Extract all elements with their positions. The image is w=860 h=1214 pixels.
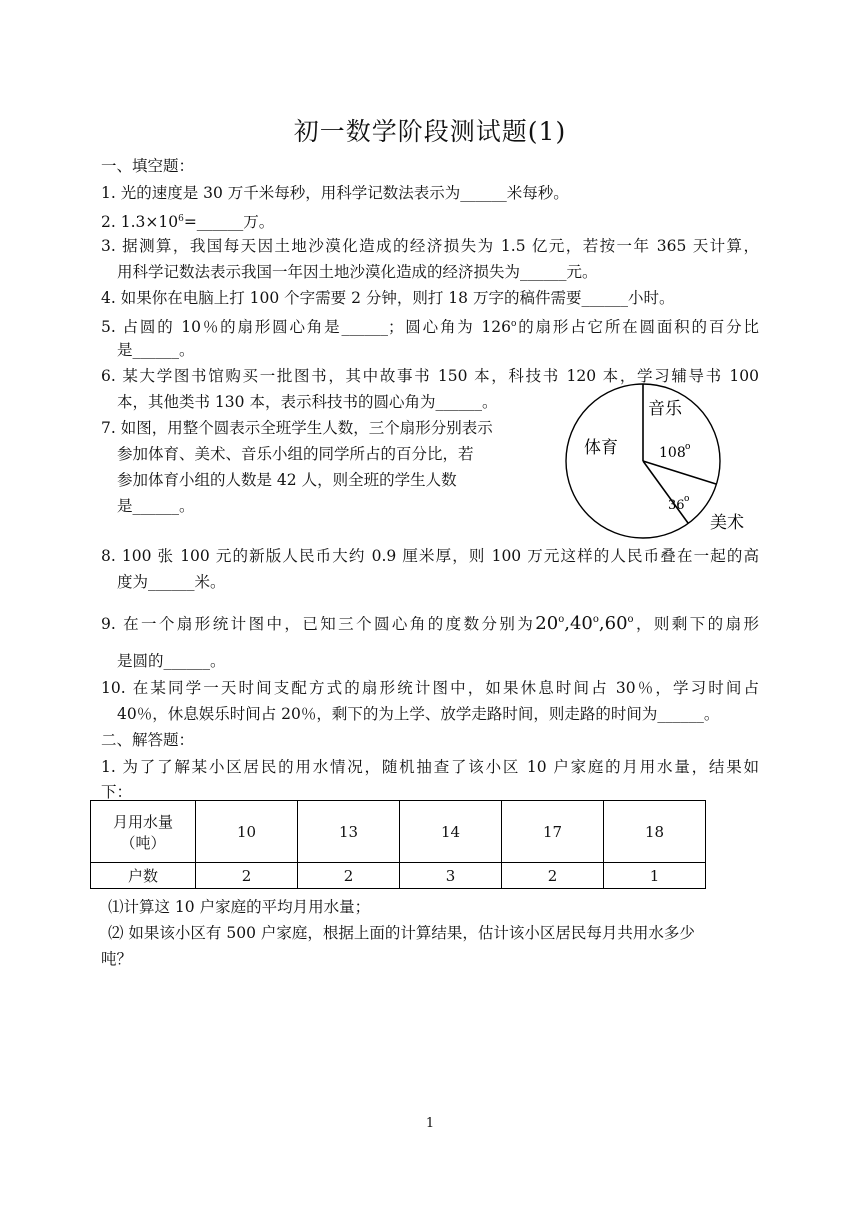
question-9-comma-1: , bbox=[564, 613, 570, 634]
question-9-line-2: 是圆的______。 bbox=[117, 652, 226, 670]
question-9-degree-2: o bbox=[592, 614, 599, 625]
table-cell: 17 bbox=[502, 801, 604, 863]
question-9-angle-2: 40 bbox=[569, 613, 593, 634]
table-cell: 18 bbox=[604, 801, 706, 863]
pie-divider-bottom bbox=[643, 461, 688, 523]
pie-angle-art: 36 bbox=[668, 498, 685, 513]
question-9-angle-1: 20 bbox=[535, 613, 559, 634]
sub-question-1: ⑴计算这 10 户家庭的平均月用水量； bbox=[108, 898, 371, 916]
table-row bbox=[91, 801, 706, 863]
question-6-line-1: 6. 某大学图书馆购买一批图书，其中故事书 150 本，科技书 120 本，学习辅导书 100 bbox=[101, 367, 759, 385]
pie-label-art: 美术 bbox=[710, 513, 744, 533]
question-2-base: 2. 1.3×10 bbox=[101, 213, 179, 231]
question-4: 4. 如果你在电脑上打 100 个字需要 2 分钟，则打 18 万字的稿件需要______小时。 bbox=[101, 289, 675, 307]
table-header-usage-label: 月用水量 bbox=[112, 812, 173, 831]
question-7-line-2: 参加体育、美术、音乐小组的同学所占的百分比，若 bbox=[117, 445, 474, 463]
table-cell: 3 bbox=[400, 863, 502, 889]
question-5-line-1 bbox=[101, 314, 759, 337]
question-9-text-a: 9. 在一个扇形统计图中，已知三个圆心角的度数分别为 bbox=[101, 615, 536, 633]
question-2-exponent: 6 bbox=[178, 214, 184, 224]
table-header-count: 户数 bbox=[91, 863, 196, 889]
question-9-line-1 bbox=[101, 610, 759, 634]
question-9-comma-2: , bbox=[598, 613, 605, 634]
table-header-usage-unit: （吨） bbox=[120, 833, 166, 852]
question-2 bbox=[101, 209, 274, 232]
question-9-text-b: ，则剩下的扇形 bbox=[633, 615, 759, 633]
table-row bbox=[91, 863, 706, 889]
question-7-line-1: 7. 如图，用整个圆表示全班学生人数，三个扇形分别表示 bbox=[101, 419, 493, 437]
question-1: 1. 光的速度是 30 万千米每秒，用科学记数法表示为______米每秒。 bbox=[101, 184, 569, 202]
question-5-text-b: 的扇形占它所在圆面积的百分比 bbox=[516, 318, 759, 336]
question-5-degree: o bbox=[510, 319, 517, 329]
page-number: 1 bbox=[425, 1116, 435, 1131]
question-5-text-a: 5. 占圆的 10％的扇形圆心角是______；圆心角为 126 bbox=[101, 318, 511, 336]
question-8-line-1: 8. 100 张 100 元的新版人民币大约 0.9 厘米厚，则 100 万元这样的人民币叠在一起的高 bbox=[101, 547, 759, 565]
section-1-heading: 一、填空题： bbox=[101, 157, 195, 175]
water-usage-table bbox=[90, 800, 706, 889]
table-cell: 10 bbox=[196, 801, 298, 863]
question-8-line-2: 度为______米。 bbox=[117, 573, 226, 591]
table-cell: 1 bbox=[604, 863, 706, 889]
pie-divider-right bbox=[643, 461, 716, 484]
question-5-line-2: 是______。 bbox=[117, 341, 195, 359]
table-cell: 2 bbox=[196, 863, 298, 889]
pie-angle-art-degree: o bbox=[684, 494, 690, 504]
page-title: 初一数学阶段测试题(1) bbox=[293, 117, 567, 146]
question-10-line-2: 40％，休息娱乐时间占 20％，剩下的为上学、放学走路时间，则走路的时间为______。 bbox=[117, 705, 720, 723]
pie-label-music: 音乐 bbox=[648, 399, 682, 419]
question-7-line-3: 参加体育小组的人数是 42 人，则全班的学生人数 bbox=[117, 471, 457, 489]
question-10-line-1: 10. 在某同学一天时间支配方式的扇形统计图中，如果休息时间占 30％，学习时间占 bbox=[101, 679, 759, 697]
pie-angle-music: 108 bbox=[659, 445, 686, 461]
table-cell: 2 bbox=[298, 863, 400, 889]
question-6-line-2: 本，其他类书 130 本，表示科技书的圆心角为______。 bbox=[117, 393, 498, 411]
question-9-angle-3: 60 bbox=[604, 613, 628, 634]
question-9-angles bbox=[535, 613, 633, 634]
table-cell: 14 bbox=[400, 801, 502, 863]
question-9-degree-3: o bbox=[627, 614, 634, 625]
answer-1-line-2: 下： bbox=[101, 783, 133, 801]
sub-question-2-line-1: ⑵ 如果该小区有 500 户家庭，根据上面的计算结果，估计该小区居民每月共用水多少 bbox=[108, 924, 695, 942]
sub-question-2-line-2: 吨？ bbox=[101, 950, 133, 968]
answer-1-line-1: 1. 为了了解某小区居民的用水情况，随机抽查了该小区 10 户家庭的月用水量，结果如 bbox=[101, 758, 759, 776]
pie-chart bbox=[560, 383, 760, 543]
table-cell: 13 bbox=[298, 801, 400, 863]
question-3-line-1: 3. 据测算，我国每天因土地沙漠化造成的经济损失为 1.5 亿元，若按一年 365 天计算， bbox=[101, 237, 759, 255]
section-2-heading: 二、解答题： bbox=[101, 731, 195, 749]
pie-angle-music-degree: o bbox=[685, 442, 691, 452]
table-cell: 2 bbox=[502, 863, 604, 889]
question-7-line-4: 是______。 bbox=[117, 497, 195, 515]
question-2-rest: =______万。 bbox=[183, 213, 275, 231]
question-9-degree-1: o bbox=[558, 614, 565, 625]
pie-label-sports: 体育 bbox=[584, 438, 618, 458]
question-3-line-2: 用科学记数法表示我国一年因土地沙漠化造成的经济损失为______元。 bbox=[117, 263, 598, 281]
table-header-usage bbox=[91, 801, 196, 863]
